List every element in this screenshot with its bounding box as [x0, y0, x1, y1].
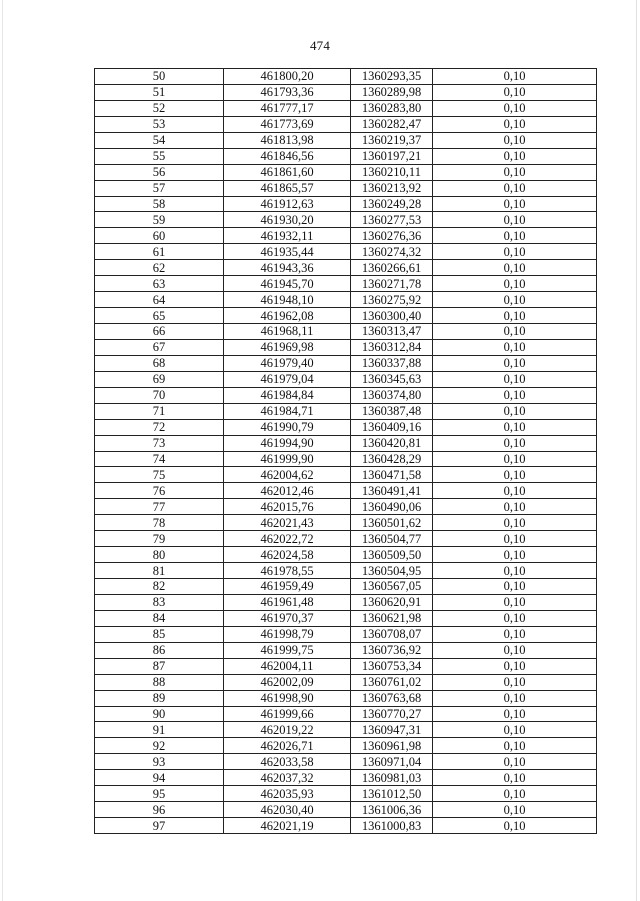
table-row [95, 770, 597, 786]
table-row [95, 690, 597, 706]
y-coordinate-cell: 1360763,68 [351, 690, 433, 706]
table-row [95, 802, 597, 818]
x-coordinate-cell: 461800,20 [224, 69, 351, 85]
y-coordinate-cell: 1360275,92 [351, 292, 433, 308]
point-number-cell: 70 [95, 387, 224, 403]
x-coordinate-cell: 461945,70 [224, 276, 351, 292]
x-coordinate-cell: 462033,58 [224, 754, 351, 770]
table-row [95, 339, 597, 355]
accuracy-cell: 0,10 [433, 292, 597, 308]
accuracy-cell: 0,10 [433, 260, 597, 276]
y-coordinate-cell: 1360761,02 [351, 674, 433, 690]
table-row [95, 451, 597, 467]
x-coordinate-cell: 461793,36 [224, 84, 351, 100]
table-row [95, 642, 597, 658]
y-coordinate-cell: 1360420,81 [351, 435, 433, 451]
point-number-cell: 55 [95, 148, 224, 164]
y-coordinate-cell: 1360981,03 [351, 770, 433, 786]
x-coordinate-cell: 461846,56 [224, 148, 351, 164]
y-coordinate-cell: 1360409,16 [351, 419, 433, 435]
x-coordinate-cell: 462012,46 [224, 483, 351, 499]
x-coordinate-cell: 461994,90 [224, 435, 351, 451]
table-row [95, 706, 597, 722]
point-number-cell: 82 [95, 579, 224, 595]
point-number-cell: 76 [95, 483, 224, 499]
coordinates-table [94, 68, 597, 834]
y-coordinate-cell: 1360300,40 [351, 308, 433, 324]
accuracy-cell: 0,10 [433, 212, 597, 228]
table-row [95, 515, 597, 531]
table-row [95, 355, 597, 371]
accuracy-cell: 0,10 [433, 690, 597, 706]
point-number-cell: 94 [95, 770, 224, 786]
point-number-cell: 60 [95, 228, 224, 244]
accuracy-cell: 0,10 [433, 84, 597, 100]
point-number-cell: 72 [95, 419, 224, 435]
point-number-cell: 85 [95, 626, 224, 642]
table-row [95, 196, 597, 212]
accuracy-cell: 0,10 [433, 642, 597, 658]
y-coordinate-cell: 1360197,21 [351, 148, 433, 164]
accuracy-cell: 0,10 [433, 196, 597, 212]
accuracy-cell: 0,10 [433, 435, 597, 451]
accuracy-cell: 0,10 [433, 148, 597, 164]
x-coordinate-cell: 461813,98 [224, 132, 351, 148]
x-coordinate-cell: 461935,44 [224, 244, 351, 260]
point-number-cell: 84 [95, 610, 224, 626]
accuracy-cell: 0,10 [433, 515, 597, 531]
point-number-cell: 75 [95, 467, 224, 483]
table-row [95, 499, 597, 515]
table-row [95, 276, 597, 292]
x-coordinate-cell: 461978,55 [224, 563, 351, 579]
y-coordinate-cell: 1360490,06 [351, 499, 433, 515]
y-coordinate-cell: 1360249,28 [351, 196, 433, 212]
x-coordinate-cell: 461979,40 [224, 355, 351, 371]
accuracy-cell: 0,10 [433, 722, 597, 738]
table-row [95, 387, 597, 403]
x-coordinate-cell: 461984,84 [224, 387, 351, 403]
point-number-cell: 74 [95, 451, 224, 467]
y-coordinate-cell: 1360947,31 [351, 722, 433, 738]
y-coordinate-cell: 1360620,91 [351, 594, 433, 610]
point-number-cell: 88 [95, 674, 224, 690]
point-number-cell: 62 [95, 260, 224, 276]
x-coordinate-cell: 462015,76 [224, 499, 351, 515]
accuracy-cell: 0,10 [433, 308, 597, 324]
table-row [95, 610, 597, 626]
accuracy-cell: 0,10 [433, 626, 597, 642]
x-coordinate-cell: 462037,32 [224, 770, 351, 786]
y-coordinate-cell: 1360274,32 [351, 244, 433, 260]
y-coordinate-cell: 1360567,05 [351, 579, 433, 595]
table-row [95, 228, 597, 244]
x-coordinate-cell: 462035,93 [224, 786, 351, 802]
x-coordinate-cell: 461865,57 [224, 180, 351, 196]
accuracy-cell: 0,10 [433, 738, 597, 754]
table-row [95, 563, 597, 579]
accuracy-cell: 0,10 [433, 547, 597, 563]
y-coordinate-cell: 1360374,80 [351, 387, 433, 403]
x-coordinate-cell: 461961,48 [224, 594, 351, 610]
y-coordinate-cell: 1360504,77 [351, 531, 433, 547]
y-coordinate-cell: 1360509,50 [351, 547, 433, 563]
x-coordinate-cell: 461998,79 [224, 626, 351, 642]
y-coordinate-cell: 1360428,29 [351, 451, 433, 467]
table-row [95, 738, 597, 754]
table-row [95, 626, 597, 642]
point-number-cell: 93 [95, 754, 224, 770]
point-number-cell: 97 [95, 818, 224, 834]
point-number-cell: 61 [95, 244, 224, 260]
point-number-cell: 52 [95, 100, 224, 116]
x-coordinate-cell: 461999,66 [224, 706, 351, 722]
accuracy-cell: 0,10 [433, 69, 597, 85]
y-coordinate-cell: 1361012,50 [351, 786, 433, 802]
y-coordinate-cell: 1361006,36 [351, 802, 433, 818]
table-row [95, 292, 597, 308]
accuracy-cell: 0,10 [433, 658, 597, 674]
accuracy-cell: 0,10 [433, 531, 597, 547]
accuracy-cell: 0,10 [433, 674, 597, 690]
point-number-cell: 68 [95, 355, 224, 371]
point-number-cell: 58 [95, 196, 224, 212]
table-row [95, 164, 597, 180]
x-coordinate-cell: 461959,49 [224, 579, 351, 595]
y-coordinate-cell: 1360387,48 [351, 403, 433, 419]
y-coordinate-cell: 1360283,80 [351, 100, 433, 116]
x-coordinate-cell: 461932,11 [224, 228, 351, 244]
accuracy-cell: 0,10 [433, 116, 597, 132]
table-row [95, 324, 597, 340]
y-coordinate-cell: 1360753,34 [351, 658, 433, 674]
y-coordinate-cell: 1360289,98 [351, 84, 433, 100]
x-coordinate-cell: 461930,20 [224, 212, 351, 228]
y-coordinate-cell: 1360276,36 [351, 228, 433, 244]
x-coordinate-cell: 461912,63 [224, 196, 351, 212]
table-row [95, 180, 597, 196]
y-coordinate-cell: 1360961,98 [351, 738, 433, 754]
y-coordinate-cell: 1360219,37 [351, 132, 433, 148]
x-coordinate-cell: 461969,98 [224, 339, 351, 355]
table-row [95, 594, 597, 610]
table-row [95, 116, 597, 132]
table-row [95, 483, 597, 499]
page-number: 474 [309, 38, 331, 53]
x-coordinate-cell: 462024,58 [224, 547, 351, 563]
table-row [95, 212, 597, 228]
accuracy-cell: 0,10 [433, 244, 597, 260]
accuracy-cell: 0,10 [433, 818, 597, 834]
accuracy-cell: 0,10 [433, 770, 597, 786]
point-number-cell: 64 [95, 292, 224, 308]
point-number-cell: 87 [95, 658, 224, 674]
y-coordinate-cell: 1361000,83 [351, 818, 433, 834]
y-coordinate-cell: 1360337,88 [351, 355, 433, 371]
point-number-cell: 59 [95, 212, 224, 228]
point-number-cell: 51 [95, 84, 224, 100]
table-row [95, 403, 597, 419]
accuracy-cell: 0,10 [433, 451, 597, 467]
x-coordinate-cell: 461979,04 [224, 371, 351, 387]
x-coordinate-cell: 462004,62 [224, 467, 351, 483]
table-row [95, 132, 597, 148]
x-coordinate-cell: 462030,40 [224, 802, 351, 818]
point-number-cell: 66 [95, 324, 224, 340]
point-number-cell: 67 [95, 339, 224, 355]
x-coordinate-cell: 461948,10 [224, 292, 351, 308]
y-coordinate-cell: 1360736,92 [351, 642, 433, 658]
point-number-cell: 73 [95, 435, 224, 451]
x-coordinate-cell: 461984,71 [224, 403, 351, 419]
y-coordinate-cell: 1360213,92 [351, 180, 433, 196]
point-number-cell: 69 [95, 371, 224, 387]
y-coordinate-cell: 1360621,98 [351, 610, 433, 626]
table-row [95, 84, 597, 100]
accuracy-cell: 0,10 [433, 802, 597, 818]
point-number-cell: 50 [95, 69, 224, 85]
accuracy-cell: 0,10 [433, 499, 597, 515]
point-number-cell: 91 [95, 722, 224, 738]
accuracy-cell: 0,10 [433, 324, 597, 340]
x-coordinate-cell: 462019,22 [224, 722, 351, 738]
accuracy-cell: 0,10 [433, 355, 597, 371]
table-row [95, 467, 597, 483]
table-row [95, 658, 597, 674]
table-row [95, 435, 597, 451]
x-coordinate-cell: 462004,11 [224, 658, 351, 674]
accuracy-cell: 0,10 [433, 180, 597, 196]
x-coordinate-cell: 461999,90 [224, 451, 351, 467]
x-coordinate-cell: 462026,71 [224, 738, 351, 754]
table-row [95, 148, 597, 164]
point-number-cell: 71 [95, 403, 224, 419]
table-row [95, 371, 597, 387]
y-coordinate-cell: 1360971,04 [351, 754, 433, 770]
point-number-cell: 77 [95, 499, 224, 515]
accuracy-cell: 0,10 [433, 132, 597, 148]
table-row [95, 419, 597, 435]
point-number-cell: 79 [95, 531, 224, 547]
y-coordinate-cell: 1360313,47 [351, 324, 433, 340]
x-coordinate-cell: 461968,11 [224, 324, 351, 340]
accuracy-cell: 0,10 [433, 371, 597, 387]
table-row [95, 674, 597, 690]
x-coordinate-cell: 461999,75 [224, 642, 351, 658]
accuracy-cell: 0,10 [433, 419, 597, 435]
y-coordinate-cell: 1360345,63 [351, 371, 433, 387]
point-number-cell: 63 [95, 276, 224, 292]
accuracy-cell: 0,10 [433, 164, 597, 180]
y-coordinate-cell: 1360491,41 [351, 483, 433, 499]
y-coordinate-cell: 1360271,78 [351, 276, 433, 292]
x-coordinate-cell: 461970,37 [224, 610, 351, 626]
point-number-cell: 90 [95, 706, 224, 722]
y-coordinate-cell: 1360312,84 [351, 339, 433, 355]
scan-edge-left [2, 0, 3, 901]
accuracy-cell: 0,10 [433, 483, 597, 499]
x-coordinate-cell: 462022,72 [224, 531, 351, 547]
point-number-cell: 56 [95, 164, 224, 180]
y-coordinate-cell: 1360501,62 [351, 515, 433, 531]
table-row [95, 579, 597, 595]
table-row [95, 547, 597, 563]
point-number-cell: 86 [95, 642, 224, 658]
point-number-cell: 80 [95, 547, 224, 563]
accuracy-cell: 0,10 [433, 563, 597, 579]
accuracy-cell: 0,10 [433, 579, 597, 595]
table-row [95, 69, 597, 85]
accuracy-cell: 0,10 [433, 276, 597, 292]
point-number-cell: 81 [95, 563, 224, 579]
coordinates-table-body [95, 69, 597, 834]
point-number-cell: 96 [95, 802, 224, 818]
accuracy-cell: 0,10 [433, 706, 597, 722]
accuracy-cell: 0,10 [433, 339, 597, 355]
point-number-cell: 95 [95, 786, 224, 802]
accuracy-cell: 0,10 [433, 100, 597, 116]
point-number-cell: 57 [95, 180, 224, 196]
point-number-cell: 83 [95, 594, 224, 610]
x-coordinate-cell: 461943,36 [224, 260, 351, 276]
x-coordinate-cell: 461962,08 [224, 308, 351, 324]
table-row [95, 100, 597, 116]
x-coordinate-cell: 462021,43 [224, 515, 351, 531]
x-coordinate-cell: 462021,19 [224, 818, 351, 834]
x-coordinate-cell: 461990,79 [224, 419, 351, 435]
y-coordinate-cell: 1360708,07 [351, 626, 433, 642]
x-coordinate-cell: 461773,69 [224, 116, 351, 132]
table-row [95, 818, 597, 834]
table-row [95, 786, 597, 802]
accuracy-cell: 0,10 [433, 467, 597, 483]
y-coordinate-cell: 1360282,47 [351, 116, 433, 132]
y-coordinate-cell: 1360277,53 [351, 212, 433, 228]
point-number-cell: 78 [95, 515, 224, 531]
accuracy-cell: 0,10 [433, 754, 597, 770]
point-number-cell: 54 [95, 132, 224, 148]
point-number-cell: 92 [95, 738, 224, 754]
y-coordinate-cell: 1360471,58 [351, 467, 433, 483]
scan-edge-right [636, 0, 637, 901]
accuracy-cell: 0,10 [433, 403, 597, 419]
table-row [95, 244, 597, 260]
y-coordinate-cell: 1360293,35 [351, 69, 433, 85]
accuracy-cell: 0,10 [433, 594, 597, 610]
table-row [95, 308, 597, 324]
x-coordinate-cell: 461861,60 [224, 164, 351, 180]
accuracy-cell: 0,10 [433, 786, 597, 802]
point-number-cell: 89 [95, 690, 224, 706]
x-coordinate-cell: 461998,90 [224, 690, 351, 706]
accuracy-cell: 0,10 [433, 610, 597, 626]
y-coordinate-cell: 1360266,61 [351, 260, 433, 276]
point-number-cell: 53 [95, 116, 224, 132]
point-number-cell: 65 [95, 308, 224, 324]
y-coordinate-cell: 1360770,27 [351, 706, 433, 722]
x-coordinate-cell: 462002,09 [224, 674, 351, 690]
x-coordinate-cell: 461777,17 [224, 100, 351, 116]
table-row [95, 531, 597, 547]
table-row [95, 722, 597, 738]
y-coordinate-cell: 1360504,95 [351, 563, 433, 579]
accuracy-cell: 0,10 [433, 387, 597, 403]
y-coordinate-cell: 1360210,11 [351, 164, 433, 180]
table-row [95, 260, 597, 276]
table-row [95, 754, 597, 770]
accuracy-cell: 0,10 [433, 228, 597, 244]
